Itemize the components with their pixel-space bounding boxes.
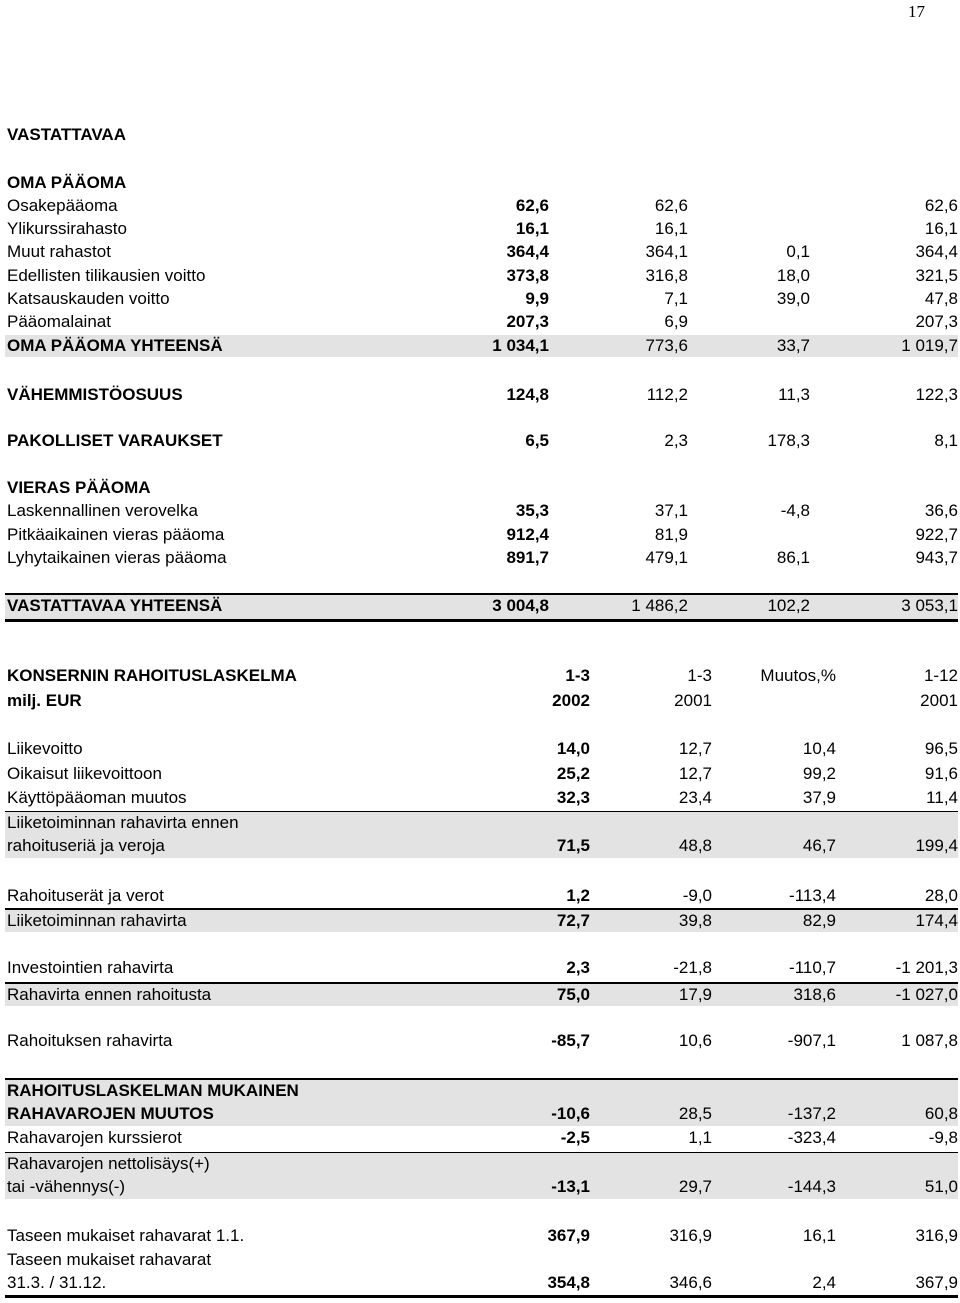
value-full-2001: 3 053,1	[901, 596, 958, 615]
value-full-2001: 96,5	[924, 739, 958, 758]
table-row	[5, 1249, 958, 1298]
value-change: 37,9	[802, 788, 836, 807]
value-full-2001: -1 027,0	[895, 985, 958, 1004]
table-row	[5, 957, 958, 979]
value-q1-2002: 72,7	[556, 911, 590, 930]
value-q1-2001: 316,8	[645, 266, 688, 285]
value-full-2001: 47,8	[924, 289, 958, 308]
table-row	[5, 500, 958, 522]
table-row	[5, 288, 958, 310]
value-full-2001: 207,3	[915, 312, 958, 331]
value-q1-2001: 39,8	[678, 911, 712, 930]
value-change: 86,1	[776, 548, 810, 567]
value-q1-2002: 1,2	[566, 886, 590, 905]
table-row	[5, 738, 958, 760]
value-full-2001: 321,5	[915, 266, 958, 285]
value-q1-2002: 207,3	[506, 312, 549, 331]
row-label: RAHOITUSLASKELMAN MUKAINEN	[7, 1081, 299, 1100]
row-label: Rahavarojen nettolisäys(+)	[7, 1154, 210, 1173]
value-q1-2001: 81,9	[654, 525, 688, 544]
value-full-2001: 1 087,8	[901, 1031, 958, 1050]
row-label-line2: rahoituseriä ja veroja	[7, 836, 165, 855]
value-q1-2001: 28,5	[678, 1104, 712, 1123]
table-row	[5, 524, 958, 546]
value-q1-2002: 25,2	[556, 764, 590, 783]
row-label: Liiketoiminnan rahavirta	[7, 911, 187, 930]
value-full-2001: 36,6	[924, 501, 958, 520]
value-q1-2001: 48,8	[678, 836, 712, 855]
grand-total-row	[5, 593, 958, 622]
value-change: 178,3	[767, 431, 810, 450]
row-label: Katsauskauden voitto	[7, 289, 170, 308]
row-label: Rahavarojen kurssierot	[7, 1128, 182, 1147]
value-full-2001: 943,7	[915, 548, 958, 567]
cashflow-header-row	[5, 665, 958, 687]
value-change: -4,8	[780, 501, 810, 520]
value-q1-2002: 16,1	[515, 219, 549, 238]
row-label: VÄHEMMISTÖOSUUS	[7, 385, 183, 404]
row-label: VASTATTAVAA YHTEENSÄ	[7, 596, 223, 615]
table-row	[5, 1152, 958, 1199]
value-q1-2001: 479,1	[645, 548, 688, 567]
table-row	[5, 265, 958, 287]
value-q1-2002: 124,8	[506, 385, 549, 404]
table-row	[5, 311, 958, 333]
value-full-2001: 316,9	[915, 1226, 958, 1245]
row-label-line2: 31.3. / 31.12.	[7, 1273, 107, 1292]
value-q1-2002: 71,5	[556, 836, 590, 855]
row-label-line2: RAHAVAROJEN MUUTOS	[7, 1104, 214, 1123]
value-change: -144,3	[787, 1177, 836, 1196]
value-q1-2001: 1,1	[688, 1128, 712, 1147]
row-label: Lyhytaikainen vieras pääoma	[7, 548, 227, 567]
row-label: OMA PÄÄOMA YHTEENSÄ	[7, 336, 223, 355]
column-header-q1-2001: 1-3	[687, 666, 712, 685]
value-change: 82,9	[802, 911, 836, 930]
table-row	[5, 787, 958, 809]
table-row	[5, 1078, 958, 1126]
value-q1-2001: 364,1	[645, 242, 688, 261]
cashflow-title: KONSERNIN RAHOITUSLASKELMA	[7, 666, 297, 685]
value-change: -113,4	[789, 886, 836, 905]
value-q1-2002: -10,6	[551, 1104, 590, 1123]
value-change: 99,2	[802, 764, 836, 783]
value-q1-2001: 62,6	[654, 196, 688, 215]
value-q1-2002: 75,0	[556, 985, 590, 1004]
value-q1-2002: 373,8	[506, 266, 549, 285]
table-row	[5, 241, 958, 263]
value-full-2001: 1 019,7	[901, 336, 958, 355]
value-full-2001: 8,1	[934, 431, 958, 450]
value-q1-2001: 37,1	[654, 501, 688, 520]
value-q1-2001: 12,7	[678, 764, 712, 783]
table-row	[5, 430, 958, 452]
value-q1-2001: -21,8	[673, 958, 712, 977]
section-heading-liabilities: VASTATTAVAA	[7, 125, 126, 144]
value-q1-2001: 112,2	[646, 385, 688, 404]
value-q1-2002: 32,3	[556, 788, 590, 807]
value-q1-2002: 35,3	[515, 501, 549, 520]
row-label-line2: tai -vähennys(-)	[7, 1177, 126, 1196]
row-label: Laskennallinen verovelka	[7, 501, 198, 520]
value-change: -323,4	[787, 1128, 836, 1147]
table-row	[5, 1225, 958, 1247]
column-header-change: Muutos,%	[760, 666, 836, 685]
value-q1-2002: 9,9	[525, 289, 549, 308]
row-label: Muut rahastot	[7, 242, 111, 261]
value-full-2001: -9,8	[928, 1128, 958, 1147]
row-label: Taseen mukaiset rahavarat	[7, 1250, 212, 1269]
row-label: Liiketoiminnan rahavirta ennen	[7, 813, 239, 832]
row-label: Osakepääoma	[7, 196, 118, 215]
value-change: 11,3	[778, 385, 810, 404]
row-label: Taseen mukaiset rahavarat 1.1.	[7, 1226, 245, 1245]
value-change: 18,0	[776, 266, 810, 285]
table-row	[5, 1030, 958, 1052]
value-q1-2002: 912,4	[506, 525, 549, 544]
equity-total-row	[5, 335, 958, 357]
value-change: 16,1	[802, 1226, 836, 1245]
row-label: PAKOLLISET VARAUKSET	[7, 431, 223, 450]
value-change: 2,4	[812, 1273, 836, 1292]
column-header-full-2001: 1-12	[923, 666, 958, 685]
value-q1-2002: 354,8	[547, 1273, 590, 1292]
value-full-2001: 922,7	[915, 525, 958, 544]
value-q1-2002: 367,9	[547, 1226, 590, 1245]
row-label: Oikaisut liikevoittoon	[7, 764, 162, 783]
value-q1-2001: 346,6	[669, 1273, 712, 1292]
page-number: 17	[908, 2, 925, 21]
row-label: Rahoituserät ja verot	[7, 886, 164, 905]
value-change: 33,7	[776, 336, 810, 355]
value-q1-2001: 316,9	[669, 1226, 712, 1245]
value-q1-2002: 2,3	[566, 958, 590, 977]
row-label: Rahavirta ennen rahoitusta	[7, 985, 212, 1004]
value-change: -137,2	[787, 1104, 836, 1123]
value-q1-2001: 29,7	[678, 1177, 712, 1196]
table-row	[5, 195, 958, 217]
value-q1-2002: -13,1	[551, 1177, 590, 1196]
value-full-2001: 364,4	[915, 242, 958, 261]
table-row	[5, 982, 958, 1006]
equity-heading: OMA PÄÄOMA	[7, 173, 127, 192]
table-row	[5, 218, 958, 240]
value-full-2001: 122,3	[915, 385, 958, 404]
value-q1-2001: 12,7	[678, 739, 712, 758]
value-full-2001: 367,9	[915, 1273, 958, 1292]
value-full-2001: 16,1	[924, 219, 958, 238]
column-year-full-2001: 2001	[920, 691, 958, 710]
row-label: Rahoituksen rahavirta	[7, 1031, 173, 1050]
value-q1-2001: 10,6	[678, 1031, 712, 1050]
row-label: Pitkäaikainen vieras pääoma	[7, 525, 225, 544]
liabilities-heading: VIERAS PÄÄOMA	[7, 478, 151, 497]
value-change: 318,6	[793, 985, 836, 1004]
value-change: -110,7	[789, 958, 836, 977]
table-row	[5, 908, 958, 932]
value-change: 102,2	[767, 596, 810, 615]
value-full-2001: 28,0	[924, 886, 958, 905]
value-q1-2002: 1 034,1	[492, 336, 549, 355]
value-q1-2002: 891,7	[506, 548, 549, 567]
value-full-2001: 174,4	[915, 911, 958, 930]
value-q1-2002: -85,7	[551, 1031, 590, 1050]
value-q1-2001: 773,6	[645, 336, 688, 355]
value-full-2001: -1 201,3	[895, 958, 958, 977]
value-q1-2001: 2,3	[664, 431, 688, 450]
value-q1-2001: 17,9	[678, 985, 712, 1004]
row-label: Liikevoitto	[7, 739, 83, 758]
value-change: 10,4	[802, 739, 836, 758]
value-q1-2002: 14,0	[556, 739, 590, 758]
value-q1-2002: 364,4	[506, 242, 549, 261]
table-row	[5, 1127, 958, 1149]
row-label: Ylikurssirahasto	[7, 219, 127, 238]
value-full-2001: 62,6	[924, 196, 958, 215]
value-q1-2002: 6,5	[525, 431, 549, 450]
column-header-q1-2002: 1-3	[565, 666, 590, 685]
value-q1-2002: 62,6	[515, 196, 549, 215]
value-full-2001: 60,8	[924, 1104, 958, 1123]
value-q1-2002: 3 004,8	[492, 596, 549, 615]
row-label: Investointien rahavirta	[7, 958, 174, 977]
value-full-2001: 11,4	[926, 788, 958, 807]
value-q1-2002: -2,5	[560, 1128, 590, 1147]
unit-label: milj. EUR	[7, 691, 82, 710]
table-row	[5, 547, 958, 569]
table-row	[5, 763, 958, 785]
row-label: Edellisten tilikausien voitto	[7, 266, 206, 285]
value-full-2001: 51,0	[924, 1177, 958, 1196]
value-q1-2001: 16,1	[654, 219, 688, 238]
row-label: Käyttöpääoman muutos	[7, 788, 187, 807]
column-year-q1-2002: 2002	[552, 691, 590, 710]
row-label: Pääomalainat	[7, 312, 111, 331]
value-change: 0,1	[786, 242, 810, 261]
value-q1-2001: 1 486,2	[631, 596, 688, 615]
cashflow-subheader-row	[5, 690, 958, 712]
value-change: 46,7	[802, 836, 836, 855]
value-full-2001: 91,6	[924, 764, 958, 783]
value-q1-2001: 6,9	[664, 312, 688, 331]
value-full-2001: 199,4	[915, 836, 958, 855]
column-year-q1-2001: 2001	[674, 691, 712, 710]
value-q1-2001: 7,1	[664, 289, 688, 308]
value-q1-2001: -9,0	[682, 886, 712, 905]
table-row	[5, 885, 958, 907]
table-row	[5, 811, 958, 858]
value-change: 39,0	[776, 289, 810, 308]
table-row	[5, 384, 958, 406]
value-change: -907,1	[787, 1031, 836, 1050]
value-q1-2001: 23,4	[678, 788, 712, 807]
